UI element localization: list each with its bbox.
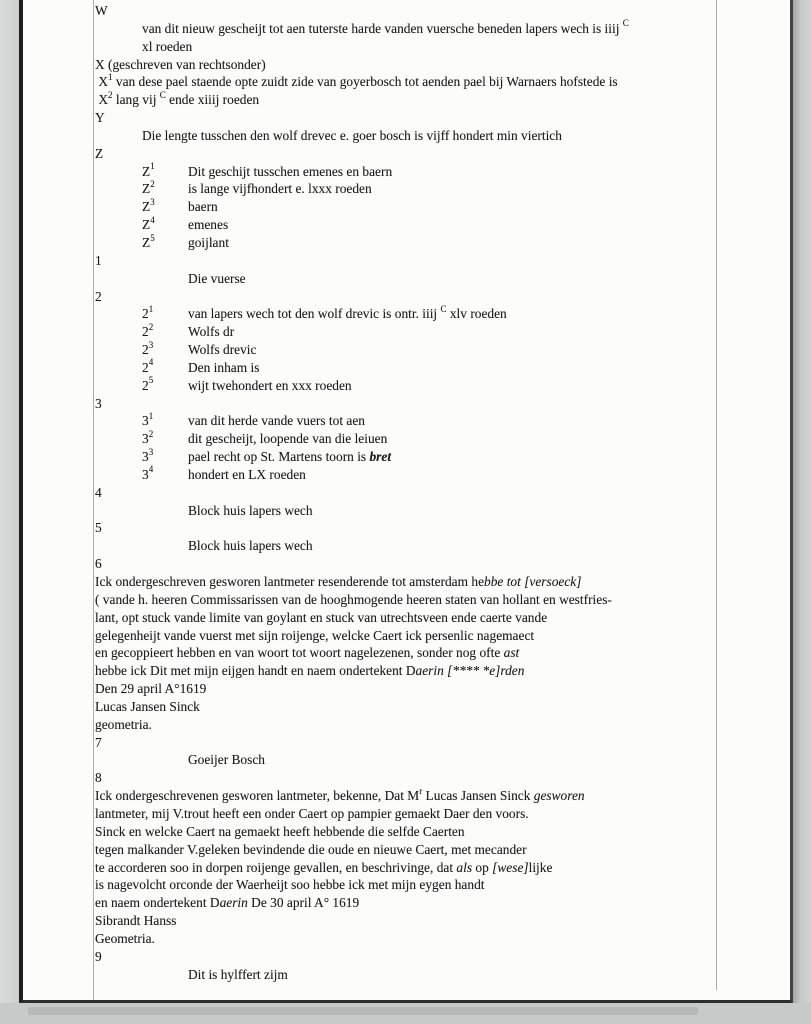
item-label	[142, 163, 188, 181]
text-line	[23, 841, 790, 859]
text-line	[23, 323, 790, 341]
text-segment: gesworen	[533, 788, 585, 804]
text-segment: aerin	[219, 895, 248, 911]
text-segment: lantmeter, mij V.trout heeft een onder Caert op pampier gemaekt Daer den voors.	[95, 805, 529, 821]
text-segment: Die vuerse	[188, 270, 246, 286]
item-label-base: 3	[142, 449, 149, 465]
text-line	[23, 359, 790, 377]
text-line	[23, 716, 790, 734]
text-line	[23, 198, 790, 216]
item-label-base: Z	[142, 181, 151, 197]
text-line	[23, 234, 790, 252]
text-line	[23, 127, 790, 145]
text-line	[23, 555, 790, 573]
text-line	[23, 466, 790, 484]
text-line	[23, 894, 790, 912]
text-segment: 3	[95, 395, 102, 411]
text-line	[23, 180, 790, 198]
text-segment: bbe tot [versoeck]	[484, 574, 582, 589]
text-line	[23, 145, 790, 163]
text-segment: van dese pael staende opte zuidt zide van goyerbosch tot aenden pael bij Warnaers hofstede is	[112, 74, 618, 90]
text-segment: r	[419, 785, 423, 796]
text-segment: aerin [**** *e]rden	[415, 663, 525, 679]
text-line	[23, 912, 790, 930]
text-line	[23, 216, 790, 234]
text-segment: en naem ondertekent D	[95, 895, 220, 911]
text-segment: W	[95, 3, 108, 18]
text-segment: Block huis lapers wech	[188, 538, 313, 554]
text-segment: Ick ondergeschreven gesworen lantmeter resenderende tot amsterdam he	[95, 574, 485, 589]
text-line	[23, 305, 790, 323]
text-segment: goijlant	[188, 234, 229, 250]
text-segment: van lapers wech tot den wolf drevic is ontr. iiij	[188, 306, 441, 322]
text-line	[23, 823, 790, 841]
text-segment: X	[95, 92, 109, 108]
item-label-superscript: 5	[150, 232, 155, 243]
item-label-base: Z	[142, 234, 151, 250]
text-line	[23, 662, 790, 680]
item-label	[142, 323, 188, 341]
text-line	[23, 644, 790, 662]
background-left-strip	[0, 0, 19, 1024]
item-label-superscript: 2	[148, 428, 154, 439]
item-label-superscript: 4	[150, 214, 155, 225]
text-segment: geometria.	[95, 716, 152, 732]
text-segment: ende xiiij roeden	[165, 92, 260, 108]
text-line	[23, 448, 790, 466]
item-label-base: 2	[142, 377, 149, 393]
text-segment: en gecoppieert hebben en van woort tot woort nagelezenen, sonder nog ofte	[95, 645, 504, 661]
text-segment: baern	[188, 199, 218, 215]
item-label-superscript: 5	[148, 375, 154, 386]
text-segment: 9	[95, 948, 102, 964]
text-segment: X (geschreven van rechtsonder)	[95, 56, 266, 72]
text-line	[23, 519, 790, 537]
item-label-superscript: 2	[148, 321, 154, 332]
text-segment: hebbe ick Dit met mijn eijgen handt en naem ondertekent D	[95, 663, 416, 679]
text-segment: van dit nieuw gescheijt tot aen tuterste harde vanden vuersche beneden lapers wech is iiij	[142, 20, 623, 36]
item-label	[142, 180, 188, 198]
text-line	[23, 876, 790, 894]
text-segment: Dit is hylffert zijm	[188, 966, 288, 982]
text-line	[23, 109, 790, 127]
item-label-base: 3	[142, 413, 149, 429]
text-line	[23, 270, 790, 288]
item-label-base: Z	[142, 199, 151, 215]
text-line	[23, 91, 790, 109]
item-label-base: Z	[142, 217, 151, 233]
text-segment: C	[159, 89, 166, 100]
text-line	[23, 377, 790, 395]
text-segment: Den 29 april A°1619	[95, 681, 207, 697]
text-segment: Wolfs drevic	[188, 342, 257, 358]
item-label-superscript: 3	[150, 196, 155, 207]
text-segment: hondert en LX roeden	[188, 466, 306, 482]
item-label-superscript: 1	[150, 161, 155, 172]
text-segment: 2	[108, 89, 113, 100]
item-label-superscript: 1	[148, 303, 154, 314]
text-segment: Lucas Jansen Sinck	[95, 698, 200, 714]
item-label	[142, 430, 188, 448]
text-segment: lang vij	[112, 92, 160, 108]
document-page	[19, 0, 793, 1003]
text-segment: 8	[95, 770, 102, 786]
text-line	[23, 395, 790, 413]
text-line	[23, 20, 790, 38]
item-label-superscript: 4	[148, 357, 154, 368]
text-line	[23, 787, 790, 805]
text-segment: gelegenheijt vande vuerst met sijn roijenge, welcke Caert ick persenlic nagemaect	[95, 627, 535, 643]
item-label-superscript: 1	[148, 410, 154, 421]
text-segment: te accorderen soo in dorpen roijenge gevallen, en beschrivinge, dat	[95, 859, 457, 875]
item-label	[142, 234, 188, 252]
text-segment: C	[622, 18, 629, 29]
text-line	[23, 430, 790, 448]
text-segment: Geometria.	[95, 930, 155, 946]
text-segment: bret	[369, 449, 392, 465]
text-segment: 1	[108, 71, 113, 82]
page-shadow	[28, 1007, 698, 1015]
text-segment: xlv roeden	[446, 306, 507, 322]
item-label-superscript: 3	[148, 446, 154, 457]
text-line	[23, 751, 790, 769]
text-segment: op	[472, 859, 493, 875]
text-line	[23, 38, 790, 56]
text-line	[23, 537, 790, 555]
text-line	[23, 805, 790, 823]
item-label	[142, 216, 188, 234]
text-segment: xl roeden	[142, 38, 193, 54]
text-segment: van dit herde vande vuers tot aen	[188, 413, 365, 429]
text-segment: ast	[503, 645, 520, 661]
text-segment: emenes	[188, 217, 229, 233]
item-label-base: Z	[142, 163, 151, 179]
item-label-base: 2	[142, 306, 149, 322]
item-label-superscript: 2	[150, 178, 155, 189]
text-line	[23, 288, 790, 306]
item-label-superscript: 4	[148, 464, 154, 475]
text-line	[23, 252, 790, 270]
text-segment: [wese]	[492, 859, 529, 875]
text-line	[23, 769, 790, 787]
text-line	[23, 73, 790, 91]
item-label-base: 3	[142, 431, 149, 447]
item-label	[142, 466, 188, 484]
item-label	[142, 305, 188, 323]
text-segment: C	[440, 303, 447, 314]
text-segment: X	[95, 74, 109, 90]
item-label-base: 2	[142, 359, 149, 375]
text-segment: De 30 april A° 1619	[247, 895, 360, 911]
item-label-base: 3	[142, 466, 149, 482]
item-label-base: 2	[142, 324, 149, 340]
background-right-strip	[793, 0, 811, 1024]
text-segment: Lucas Jansen Sinck	[422, 788, 534, 804]
text-line	[23, 698, 790, 716]
document-text	[23, 2, 790, 983]
text-line	[23, 502, 790, 520]
text-segment: Block huis lapers wech	[188, 502, 313, 518]
text-segment: dit gescheijt, loopende van die leiuen	[188, 431, 388, 447]
text-segment: Den inham is	[188, 359, 260, 375]
text-line	[23, 680, 790, 698]
text-segment: 7	[95, 734, 102, 750]
text-segment: 4	[95, 484, 102, 500]
text-segment: pael recht op St. Martens toorn is	[188, 449, 370, 465]
text-line	[23, 573, 790, 591]
text-segment: lijke	[528, 859, 553, 875]
text-line	[23, 734, 790, 752]
text-segment: 1	[95, 252, 102, 268]
text-line	[23, 948, 790, 966]
text-segment: ( vande h. heeren Commissarissen van de hooghmogende heeren staten van hollant en westfries-	[95, 591, 612, 607]
text-segment: 6	[95, 556, 102, 572]
text-line	[23, 2, 790, 20]
text-segment: Die lengte tusschen den wolf drevec e. goer bosch is vijff hondert min viertich	[142, 127, 562, 143]
text-segment: Sibrandt Hanss	[95, 913, 177, 929]
text-line	[23, 484, 790, 502]
text-line	[23, 163, 790, 181]
text-line	[23, 859, 790, 877]
text-line	[23, 609, 790, 627]
text-line	[23, 56, 790, 74]
text-segment: Dit geschijt tusschen emenes en baern	[188, 163, 393, 179]
text-segment: wijt twehondert en xxx roeden	[188, 377, 352, 393]
item-label	[142, 198, 188, 216]
text-segment: tegen malkander V.geleken bevindende die oude en nieuwe Caert, met mecander	[95, 841, 527, 857]
text-segment: Y	[95, 110, 105, 126]
item-label-superscript: 3	[148, 339, 154, 350]
text-line	[23, 341, 790, 359]
text-segment: lant, opt stuck vande limite van goylant en stuck van utrechtsveen ende caerte vande	[95, 609, 548, 625]
text-segment: is lange vijfhondert e. lxxx roeden	[188, 181, 372, 197]
text-segment: 5	[95, 520, 102, 536]
item-label	[142, 412, 188, 430]
text-segment: Ick ondergeschrevenen gesworen lantmeter, bekenne, Dat M	[95, 788, 420, 804]
text-line	[23, 930, 790, 948]
text-line	[23, 966, 790, 984]
text-segment: Sinck en welcke Caert na gemaekt heeft hebbende die selfde Caerten	[95, 823, 465, 839]
text-segment: Goeijer Bosch	[188, 752, 265, 768]
item-label	[142, 377, 188, 395]
text-segment: is nagevolcht orconde der Waerheijt soo hebbe ick met mijn eygen handt	[95, 877, 485, 893]
item-label-base: 2	[142, 342, 149, 358]
text-segment: Z	[95, 145, 104, 161]
text-line	[23, 627, 790, 645]
text-segment: 2	[95, 288, 102, 304]
text-segment: als	[456, 859, 473, 875]
text-line	[23, 591, 790, 609]
text-segment: Wolfs dr	[188, 324, 235, 340]
text-line	[23, 412, 790, 430]
